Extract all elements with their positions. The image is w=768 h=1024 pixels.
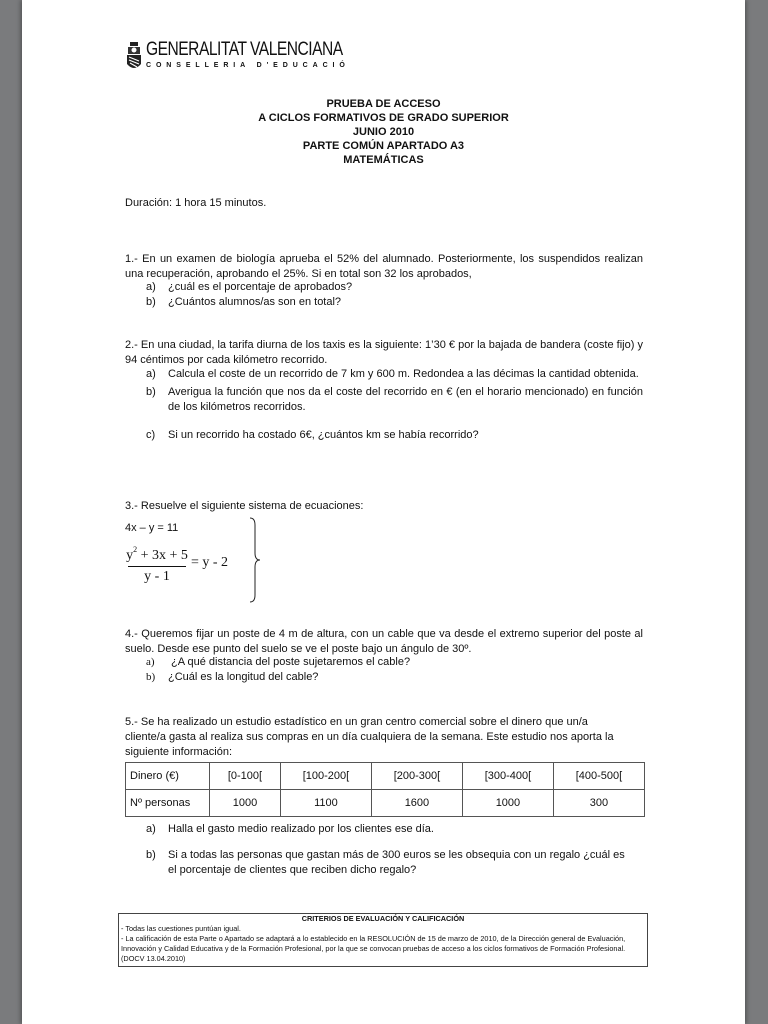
table-cell: [0-100[ — [210, 763, 281, 790]
table-cell: [400-500[ — [553, 763, 644, 790]
item-label: a) — [146, 368, 156, 380]
table-cell: 1000 — [462, 790, 553, 817]
item-text: ¿cuál es el porcentaje de aprobados? — [168, 281, 353, 293]
item-text: ¿Cuál es la longitud del cable? — [168, 671, 319, 683]
item-label: b) — [146, 296, 156, 308]
question-5-item-a — [146, 822, 626, 837]
numerator-rest: + 3x + 5 — [137, 548, 188, 563]
coat-of-arms-icon — [126, 42, 142, 72]
numerator-base: y — [126, 548, 134, 563]
equation-2-fraction — [126, 541, 188, 586]
item-label: b) — [146, 849, 156, 861]
question-2-item-c — [146, 428, 643, 443]
table-cell: Dinero (€) — [126, 763, 210, 790]
question-5-item-b — [146, 848, 626, 878]
table-cell: 300 — [553, 790, 644, 817]
table-cell: 1000 — [210, 790, 281, 817]
question-4-item-b — [146, 670, 643, 685]
item-text: Si a todas las personas que gastan más de 300 euros se les obsequia con un regalo ¿cuál es el porcentaje de clientes que reciben dicho regalo? — [168, 849, 625, 876]
question-4-statement: 4.- Queremos fijar un poste de 4 m de altura, con un cable que va desde el extremo superior del poste al suelo. Desde ese punto del suelo se ve el poste bajo un ángulo de 30º. — [125, 628, 643, 655]
exam-title — [22, 97, 745, 167]
question-5-items — [146, 822, 626, 878]
item-text: Averigua la función que nos da el coste del recorrido en € (en el horario mencionado) en función de los kilómetros recorridos. — [168, 386, 643, 413]
fraction-bar — [128, 566, 186, 567]
logo-main-text: GENERALITAT VALENCIANA — [146, 39, 343, 60]
question-1-items — [146, 280, 643, 310]
question-4-items — [146, 655, 643, 685]
item-label: a) — [146, 823, 156, 835]
question-2-item-b — [146, 385, 643, 415]
criteria-line-2: - La calificación de esta Parte o Apartado se adaptará a lo establecido en la RESOLUCIÓN de 15 de marzo de 2010, de la Dirección general de Evaluación, Innovación y Calidad Educativa y de la Formación Profesional, por la que se convocan pruebas de acceso a los ciclos formativos de Formación Profesional. (DOCV 13.04.2010) — [121, 934, 626, 963]
evaluation-criteria-box — [118, 913, 648, 967]
item-text: ¿A qué distancia del poste sujetaremos el cable? — [171, 656, 411, 668]
question-2-statement: 2.- En una ciudad, la tarifa diurna de los taxis es la siguiente: 1’30 € por la bajada de bandera (coste fijo) y 94 céntimos por cada kilómetro recorrido. — [125, 339, 643, 366]
table-row-money — [126, 763, 645, 790]
generalitat-logo — [126, 40, 386, 74]
question-2-items — [146, 367, 643, 443]
equation-2-rhs: = y - 2 — [191, 555, 229, 570]
item-label: b) — [146, 671, 156, 683]
item-text: Calcula el coste de un recorrido de 7 km y 600 m. Redondea a las décimas la cantidad obtenida. — [168, 368, 639, 380]
title-line-4: PARTE COMÚN APARTADO A3 — [302, 140, 465, 152]
table-cell: [200-300[ — [371, 763, 462, 790]
fraction-numerator — [126, 541, 188, 565]
table-cell: [100-200[ — [280, 763, 371, 790]
item-label: a) — [146, 656, 155, 668]
right-brace-icon — [248, 517, 264, 603]
fraction-denominator: y - 1 — [144, 569, 170, 584]
item-text: Si un recorrido ha costado 6€, ¿cuántos km se había recorrido? — [168, 429, 479, 441]
document-page — [22, 0, 745, 1024]
item-text: Halla el gasto medio realizado por los clientes ese día. — [168, 823, 434, 835]
title-line-3: JUNIO 2010 — [352, 126, 415, 138]
table-cell: 1100 — [280, 790, 371, 817]
item-label: a) — [146, 281, 156, 293]
question-5-statement: 5.- Se ha realizado un estudio estadístico en un gran centro comercial sobre el dinero que un/a cliente/a gasta al realiza sus compras en un día cualquiera de la semana. Este estudio nos aporta la siguiente información: — [125, 716, 614, 758]
duration-text: Duración: 1 hora 15 minutos. — [125, 197, 267, 209]
question-1-item-a — [146, 280, 643, 295]
question-2-item-a — [146, 367, 643, 382]
title-line-1: PRUEBA DE ACCESO — [326, 98, 441, 110]
numerator-exponent: 2 — [133, 545, 138, 554]
item-label: b) — [146, 386, 156, 398]
title-line-2: A CICLOS FORMATIVOS DE GRADO SUPERIOR — [258, 112, 509, 124]
question-3-statement: 3.- Resuelve el siguiente sistema de ecuaciones: — [125, 500, 364, 512]
table-cell: Nº personas — [126, 790, 210, 817]
logo-sub-text: CONSELLERIA D'EDUCACIÓ — [146, 62, 350, 69]
question-1-statement: 1.- En un examen de biología aprueba el 52% del alumnado. Posteriormente, los suspendidos realizan una recuperación, aprobando el 25%. Si en total son 32 los aprobados, — [125, 253, 643, 280]
item-text: ¿Cuántos alumnos/as son en total? — [168, 296, 342, 308]
table-cell: [300-400[ — [462, 763, 553, 790]
table-cell: 1600 — [371, 790, 462, 817]
equation-1: 4x – y = 11 — [125, 522, 179, 534]
title-line-5: MATEMÁTICAS — [343, 154, 424, 166]
criteria-heading: CRITERIOS DE EVALUACIÓN Y CALIFICACIÓN — [301, 914, 465, 923]
spending-table — [125, 762, 645, 817]
question-4-item-a — [146, 655, 643, 670]
criteria-line-1: - Todas las cuestiones puntúan igual. — [121, 924, 241, 933]
item-label: c) — [146, 429, 156, 441]
question-1-item-b — [146, 295, 643, 310]
table-row-people — [126, 790, 645, 817]
